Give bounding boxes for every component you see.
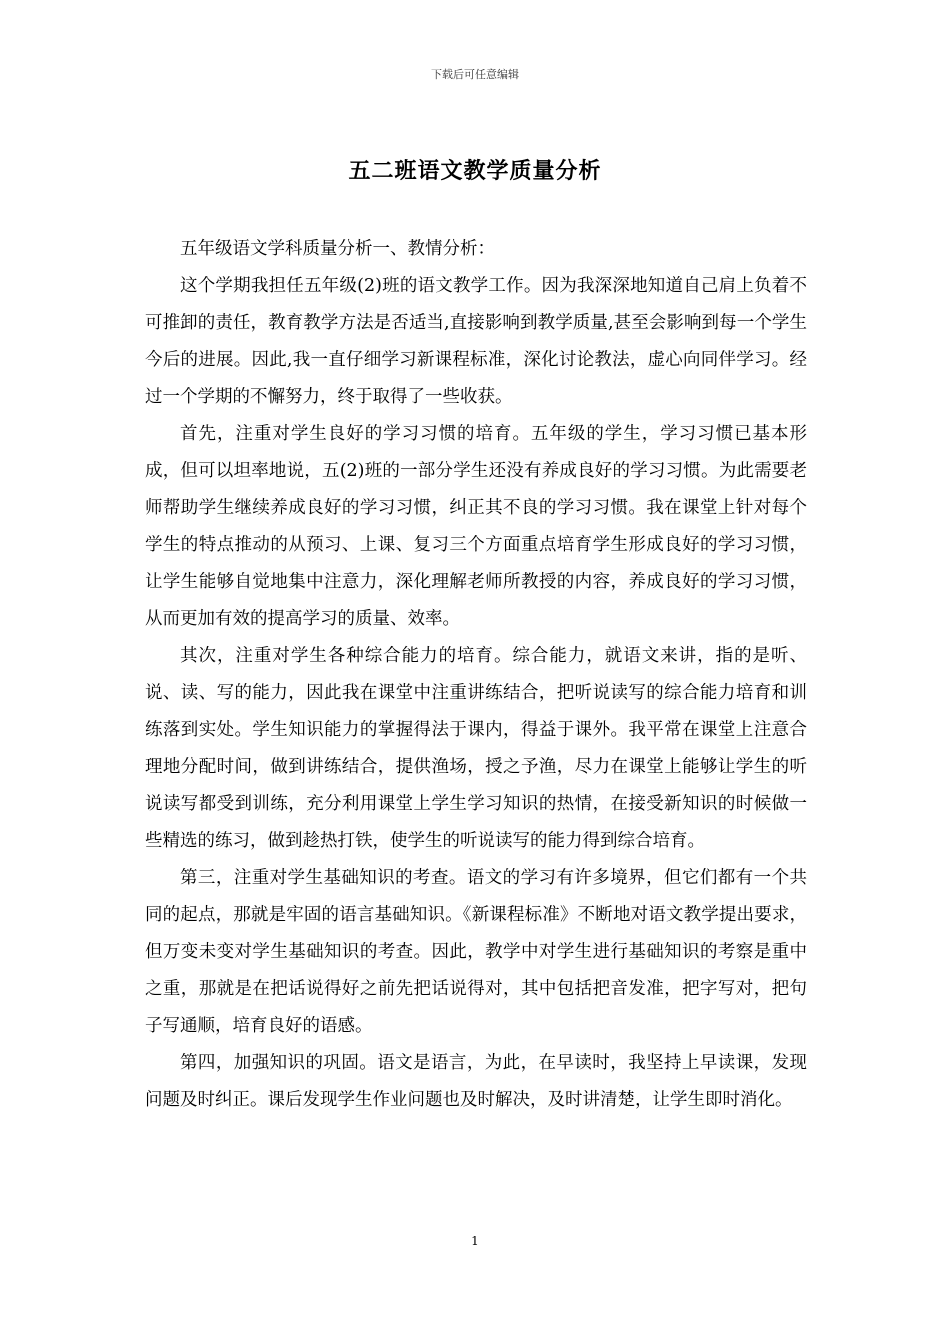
paragraph: 其次，注重对学生各种综合能力的培育。综合能力，就语文来讲，指的是听、说、读、写的能力，因此我在课堂中注重讲练结合，把听说读写的综合能力培育和训练落到实处。学生知识能力的掌握得法于课内，得益于课外。我平常在课堂上注意合理地分配时间，做到讲练结合，提供渔场，授之予渔，尽力在课堂上能够让学生的听说读写都受到训练，充分利用课堂上学生学习知识的热情，在接受新知识的时候做一些精选的练习，做到趁热打铁，使学生的听说读写的能力得到综合培育。 bbox=[145, 646, 807, 851]
document-title: 五二班语文教学质量分析 bbox=[348, 158, 602, 184]
document-body bbox=[145, 231, 807, 1119]
paragraph: 首先，注重对学生良好的学习习惯的培育。五年级的学生，学习习惯已基本形成，但可以坦率地说，五(2)班的一部分学生还没有养成良好的学习习惯。为此需要老师帮助学生继续养成良好的学习习惯，纠正其不良的学习习惯。我在课堂上针对每个学生的特点推动的从预习、上课、复习三个方面重点培育学生形成良好的学习习惯，让学生能够自觉地集中注意力，深化理解老师所教授的内容，养成良好的学习习惯，从而更加有效的提高学习的质量、效率。 bbox=[145, 424, 807, 629]
page-number: 1 bbox=[471, 1234, 479, 1248]
paragraph: 五年级语文学科质量分析一、教情分析： bbox=[180, 239, 495, 259]
header-note: 下载后可任意编辑 bbox=[431, 68, 519, 81]
paragraph: 这个学期我担任五年级(2)班的语文教学工作。因为我深深地知道自己肩上负着不可推卸的责任，教育教学方法是否适当,直接影响到教学质量,甚至会影响到每一个学生今后的进展。因此,我一直仔细学习新课程标准，深化讨论教法，虚心向同伴学习。经过一个学期的不懈努力，终于取得了一些收获。 bbox=[145, 276, 807, 407]
paragraph: 第三，注重对学生基础知识的考查。语文的学习有许多境界，但它们都有一个共同的起点，那就是牢固的语言基础知识。《新课程标准》不断地对语文教学提出要求，但万变未变对学生基础知识的考查。因此，教学中对学生进行基础知识的考察是重中之重，那就是在把话说得好之前先把话说得对，其中包括把音发准，把字写对，把句子写通顺，培育良好的语感。 bbox=[145, 868, 807, 1036]
paragraph: 第四，加强知识的巩固。语文是语言，为此，在早读时，我坚持上早读课，发现问题及时纠正。课后发现学生作业问题也及时解决，及时讲清楚，让学生即时消化。 bbox=[145, 1053, 807, 1110]
